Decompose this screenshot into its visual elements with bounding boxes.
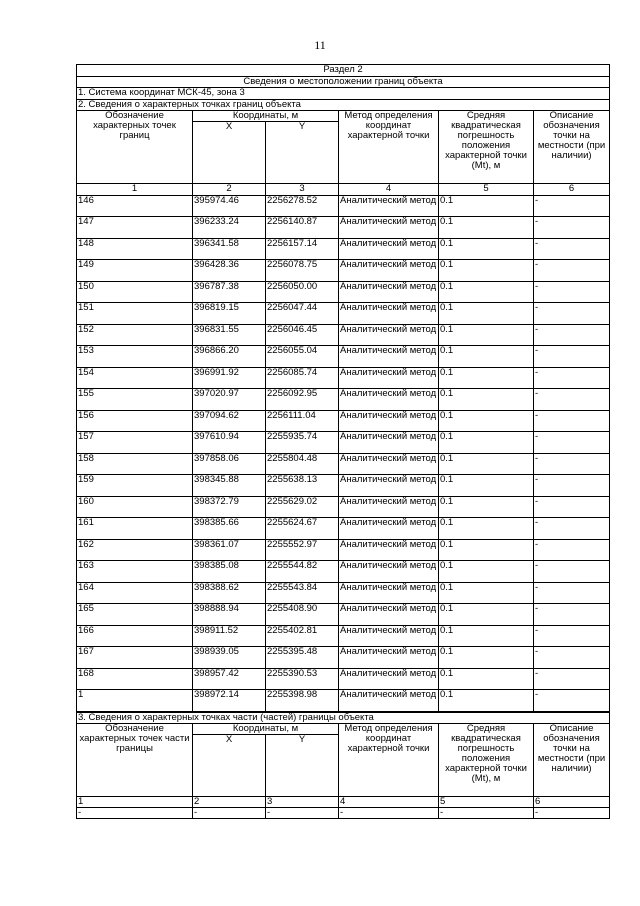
coord-x: 398361.07 (193, 539, 266, 561)
method: Аналитический метод (339, 410, 439, 432)
coord-x: 397610.94 (193, 432, 266, 454)
coord-x: 398372.79 (193, 496, 266, 518)
method: Аналитический метод (339, 690, 439, 712)
point-id: 152 (77, 324, 193, 346)
method: Аналитический метод (339, 625, 439, 647)
coord-y: 2256047.44 (266, 303, 339, 325)
s3-header-y: Y (266, 735, 339, 797)
table-row (77, 625, 610, 647)
coord-y: 2256055.04 (266, 346, 339, 368)
header-point-designation: Обозначение характерных точек границ (77, 111, 193, 184)
description: - (534, 625, 610, 647)
coord-x: 397094.62 (193, 410, 266, 432)
coord-y: 2255552.97 (266, 539, 339, 561)
error: 0.1 (439, 475, 534, 497)
point-id: 162 (77, 539, 193, 561)
method: Аналитический метод (339, 260, 439, 282)
coord-x: 396233.24 (193, 217, 266, 239)
table-row (77, 539, 610, 561)
method: Аналитический метод (339, 324, 439, 346)
method: Аналитический метод (339, 389, 439, 411)
coord-y: 2255804.48 (266, 453, 339, 475)
point-id: 155 (77, 389, 193, 411)
coord-x: 396341.58 (193, 238, 266, 260)
description: - (534, 281, 610, 303)
table-row (77, 561, 610, 583)
method: Аналитический метод (339, 604, 439, 626)
col-number: 5 (439, 184, 534, 196)
description: - (534, 324, 610, 346)
coord-x: 398939.05 (193, 647, 266, 669)
error: 0.1 (439, 668, 534, 690)
coord-y: 2255395.48 (266, 647, 339, 669)
description: - (534, 367, 610, 389)
coord-y: 2255390.53 (266, 668, 339, 690)
table-row (77, 195, 610, 217)
error: 0.1 (439, 217, 534, 239)
coord-y: 2255629.02 (266, 496, 339, 518)
coord-y: 2256078.75 (266, 260, 339, 282)
header-method: Метод определения координат характерной точки (339, 111, 439, 184)
description: - (534, 195, 610, 217)
table-row (77, 518, 610, 540)
error: 0.1 (439, 303, 534, 325)
coord-x: 398911.52 (193, 625, 266, 647)
description: - (534, 604, 610, 626)
point-id: 154 (77, 367, 193, 389)
coord-x: 398385.66 (193, 518, 266, 540)
table-row (77, 260, 610, 282)
method: Аналитический метод (339, 647, 439, 669)
s3-col-number: 1 (77, 797, 193, 808)
s3-cell: - (534, 808, 610, 819)
s3-cell: - (439, 808, 534, 819)
description: - (534, 496, 610, 518)
description: - (534, 668, 610, 690)
coord-x: 398388.62 (193, 582, 266, 604)
s3-header-error: Средняя квадратическая погрешность положения характерной точки (Mt), м (439, 724, 534, 797)
point-id: 161 (77, 518, 193, 540)
method: Аналитический метод (339, 453, 439, 475)
table-row (77, 582, 610, 604)
table-row (77, 238, 610, 260)
description: - (534, 475, 610, 497)
coord-x: 395974.46 (193, 195, 266, 217)
table-row (77, 432, 610, 454)
table-row (77, 346, 610, 368)
table-row (77, 453, 610, 475)
error: 0.1 (439, 496, 534, 518)
error: 0.1 (439, 582, 534, 604)
col-number: 3 (266, 184, 339, 196)
description: - (534, 647, 610, 669)
point-id: 147 (77, 217, 193, 239)
error: 0.1 (439, 690, 534, 712)
point-id: 158 (77, 453, 193, 475)
method: Аналитический метод (339, 496, 439, 518)
method: Аналитический метод (339, 539, 439, 561)
coord-x: 398957.42 (193, 668, 266, 690)
error: 0.1 (439, 604, 534, 626)
error: 0.1 (439, 324, 534, 346)
point-id: 1 (77, 690, 193, 712)
point-id: 149 (77, 260, 193, 282)
method: Аналитический метод (339, 217, 439, 239)
description: - (534, 539, 610, 561)
s3-cell: - (77, 808, 193, 819)
table-row (77, 668, 610, 690)
s3-header-x: X (193, 735, 266, 797)
header-error: Средняя квадратическая погрешность положения характерной точки (Mt), м (439, 111, 534, 184)
point-id: 150 (77, 281, 193, 303)
table-row (77, 217, 610, 239)
method: Аналитический метод (339, 561, 439, 583)
coord-y: 2256092.95 (266, 389, 339, 411)
description: - (534, 303, 610, 325)
s3-col-number: 4 (339, 797, 439, 808)
error: 0.1 (439, 195, 534, 217)
description: - (534, 561, 610, 583)
point-id: 148 (77, 238, 193, 260)
s3-cell: - (193, 808, 266, 819)
description: - (534, 346, 610, 368)
coord-y: 2256050.00 (266, 281, 339, 303)
error: 0.1 (439, 539, 534, 561)
s3-header-coordinates: Координаты, м (193, 724, 339, 735)
method: Аналитический метод (339, 518, 439, 540)
coord-x: 397020.97 (193, 389, 266, 411)
section3-title: 3. Сведения о характерных точках части (частей) границы объекта (77, 712, 610, 724)
method: Аналитический метод (339, 281, 439, 303)
description: - (534, 453, 610, 475)
header-y: Y (266, 122, 339, 184)
coord-y: 2255543.84 (266, 582, 339, 604)
coord-system: 1. Система координат МСК-45, зона 3 (77, 88, 610, 100)
description: - (534, 432, 610, 454)
method: Аналитический метод (339, 367, 439, 389)
coord-x: 396831.55 (193, 324, 266, 346)
coord-y: 2256157.14 (266, 238, 339, 260)
coord-x: 398888.94 (193, 604, 266, 626)
coord-x: 398345.88 (193, 475, 266, 497)
coord-y: 2255408.90 (266, 604, 339, 626)
method: Аналитический метод (339, 346, 439, 368)
point-id: 146 (77, 195, 193, 217)
description: - (534, 260, 610, 282)
point-id: 164 (77, 582, 193, 604)
coord-y: 2256046.45 (266, 324, 339, 346)
coord-x: 397858.06 (193, 453, 266, 475)
coord-x: 398385.08 (193, 561, 266, 583)
s3-col-number: 5 (439, 797, 534, 808)
s3-cell: - (266, 808, 339, 819)
table-row (77, 475, 610, 497)
point-id: 151 (77, 303, 193, 325)
description: - (534, 238, 610, 260)
point-id: 156 (77, 410, 193, 432)
error: 0.1 (439, 561, 534, 583)
error: 0.1 (439, 367, 534, 389)
description: - (534, 582, 610, 604)
col-number: 1 (77, 184, 193, 196)
error: 0.1 (439, 647, 534, 669)
coord-y: 2256085.74 (266, 367, 339, 389)
coord-x: 396866.20 (193, 346, 266, 368)
point-id: 163 (77, 561, 193, 583)
error: 0.1 (439, 260, 534, 282)
coord-x: 396819.15 (193, 303, 266, 325)
s3-header-point-designation: Обозначение характерных точек части границы (77, 724, 193, 797)
description: - (534, 690, 610, 712)
coord-y: 2255638.13 (266, 475, 339, 497)
error: 0.1 (439, 625, 534, 647)
col-number: 4 (339, 184, 439, 196)
error: 0.1 (439, 281, 534, 303)
header-description: Описание обозначения точки на местности (при наличии) (534, 111, 610, 184)
coord-x: 396991.92 (193, 367, 266, 389)
method: Аналитический метод (339, 668, 439, 690)
coord-y: 2255544.82 (266, 561, 339, 583)
table-row (77, 281, 610, 303)
point-id: 166 (77, 625, 193, 647)
s3-cell: - (339, 808, 439, 819)
error: 0.1 (439, 518, 534, 540)
s3-col-number: 3 (266, 797, 339, 808)
point-id: 157 (77, 432, 193, 454)
description: - (534, 518, 610, 540)
coord-x: 396787.38 (193, 281, 266, 303)
header-coordinates: Координаты, м (193, 111, 339, 122)
table-row (77, 303, 610, 325)
error: 0.1 (439, 238, 534, 260)
method: Аналитический метод (339, 303, 439, 325)
table-row (77, 410, 610, 432)
point-id: 167 (77, 647, 193, 669)
method: Аналитический метод (339, 432, 439, 454)
s3-col-number: 6 (534, 797, 610, 808)
table-row (77, 604, 610, 626)
table-row (77, 690, 610, 712)
point-id: 159 (77, 475, 193, 497)
table-row (77, 367, 610, 389)
table-row (77, 647, 610, 669)
method: Аналитический метод (339, 238, 439, 260)
section2-title: 2. Сведения о характерных точках границ объекта (77, 99, 610, 111)
error: 0.1 (439, 346, 534, 368)
s3-header-method: Метод определения координат характерной точки (339, 724, 439, 797)
table-row (77, 324, 610, 346)
section-title: Раздел 2 (77, 65, 610, 77)
col-number: 2 (193, 184, 266, 196)
page-number: 11 (314, 38, 326, 52)
coord-y: 2256140.87 (266, 217, 339, 239)
description: - (534, 410, 610, 432)
method: Аналитический метод (339, 475, 439, 497)
point-id: 160 (77, 496, 193, 518)
s3-col-number: 2 (193, 797, 266, 808)
table-row (77, 496, 610, 518)
error: 0.1 (439, 389, 534, 411)
method: Аналитический метод (339, 582, 439, 604)
description: - (534, 217, 610, 239)
coord-y: 2255624.67 (266, 518, 339, 540)
header-x: X (193, 122, 266, 184)
description: - (534, 389, 610, 411)
error: 0.1 (439, 410, 534, 432)
coord-x: 396428.36 (193, 260, 266, 282)
error: 0.1 (439, 453, 534, 475)
coord-y: 2256278.52 (266, 195, 339, 217)
point-id: 153 (77, 346, 193, 368)
method: Аналитический метод (339, 195, 439, 217)
point-id: 165 (77, 604, 193, 626)
table-title: Сведения о местоположении границ объекта (77, 76, 610, 88)
coord-y: 2255935.74 (266, 432, 339, 454)
coord-y: 2256111.04 (266, 410, 339, 432)
col-number: 6 (534, 184, 610, 196)
s3-header-description: Описание обозначения точки на местности (при наличии) (534, 724, 610, 797)
boundary-table (76, 64, 610, 819)
coord-x: 398972.14 (193, 690, 266, 712)
error: 0.1 (439, 432, 534, 454)
point-id: 168 (77, 668, 193, 690)
table-row (77, 389, 610, 411)
coord-y: 2255398.98 (266, 690, 339, 712)
coord-y: 2255402.81 (266, 625, 339, 647)
